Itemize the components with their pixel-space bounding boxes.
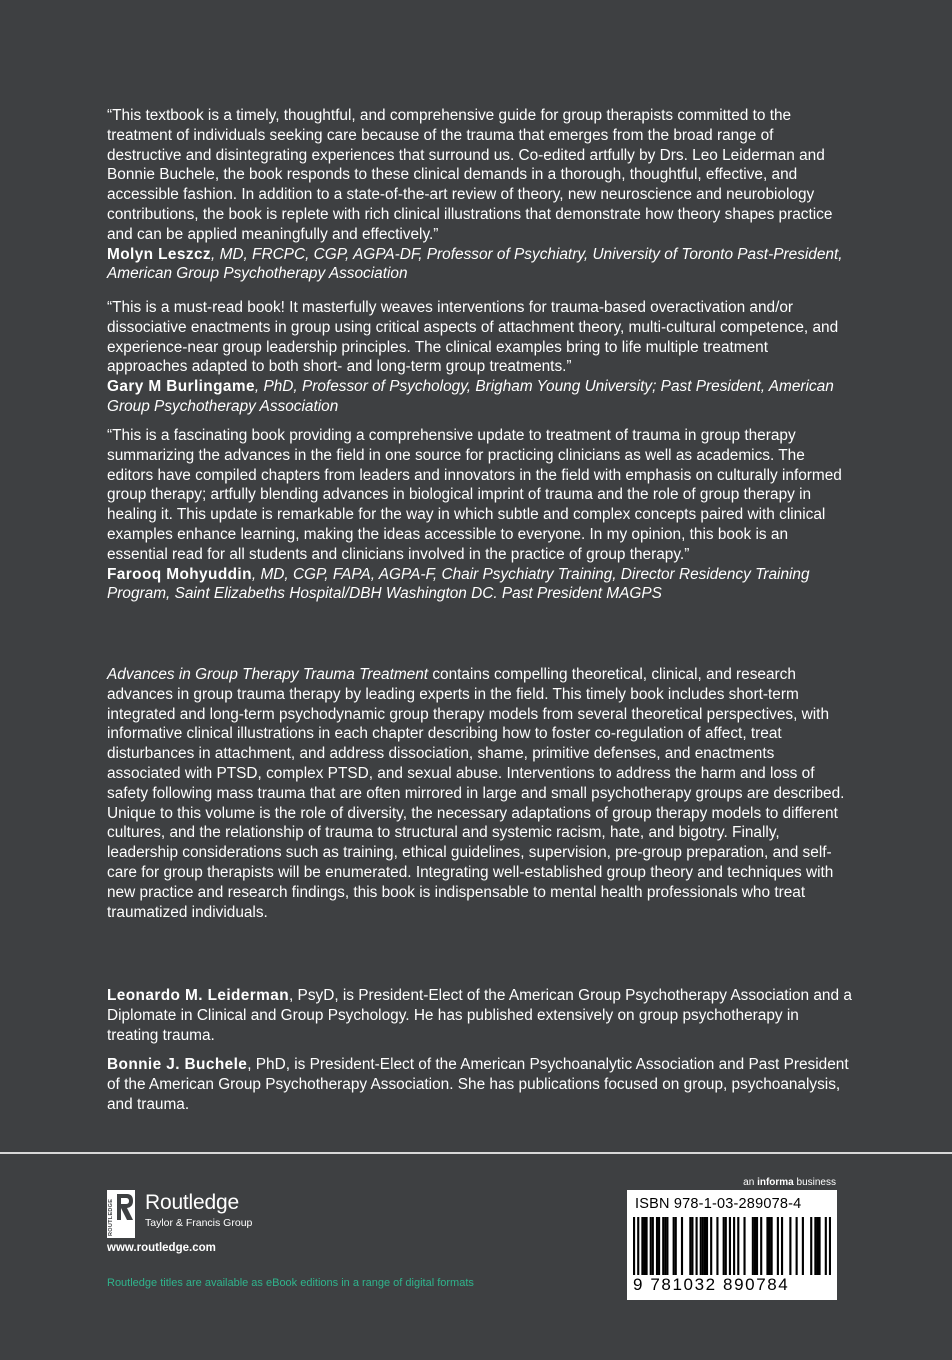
editor-name: Leonardo M. Leiderman	[107, 987, 289, 1004]
endorsement-attribution	[107, 565, 852, 605]
barcode-bar	[658, 1217, 660, 1275]
editor-name: Bonnie J. Buchele	[107, 1056, 248, 1073]
endorsement-attribution	[107, 377, 852, 417]
informa-tagline	[700, 1176, 836, 1189]
endorser-credentials: , MD, CGP, FAPA, AGPA-F, Chair Psychiatry Training, Director Residency Training Program, Saint Elizabeths Hospital/DBH Washington DC. Past President MAGPS	[107, 565, 810, 603]
endorsement-quote: “This is a fascinating book providing a comprehensive update to treatment of trauma in group therapy summarizing the advances in the field in one source for practicing clinicians as well as academics. The editors have compiled chapters from leaders and innovators in the field with emphasis on culturally informed group therapy; artfully blending advances in biological imprint of trauma and the role of group therapy in healing it. This update is remarkable for the way in which subtle and complex concepts paired with clinical examples enhance learning, making the ideas accessible to everyone. In my opinion, this book is an essential read for all students and clinicians involved in the practice of group therapy.”	[107, 427, 842, 563]
description-text: contains compelling theoretical, clinical, and research advances in group trauma therapy by leading experts in the field. This timely book includes short-term integrated and long-term psychodynamic group therapy models from several theoretical perspectives, with informative clinical illustrations in each chapter describing how to foster co-regulation of affect, treat disturbances in attachment, and address dissociation, shame, primitive defenses, and enactments associated with PTSD, complex PTSD, and sexual abuse. Interventions to address the harm and loss of safety following mass trauma that are often mirrored in large and small psychotherapy groups are described. Unique to this volume is the role of diversity, the necessary adaptations of group therapy models to different cultures, and the relationship of trauma to structural and systemic racism, hate, and bigotry. Finally, leadership considerations such as training, ethical guidelines, supervision, pre-group preparation, and self-care for group therapists will be enumerated. Integrating well-established group theory and techniques with new practice and research findings, this book is indispensable to mental health professionals who treat traumatized individuals.	[107, 666, 845, 921]
barcode-bar	[710, 1217, 712, 1275]
barcode-bar	[706, 1217, 708, 1275]
endorser-credentials: , MD, FRCPC, CGP, AGPA-DF, Professor of Psychiatry, University of Toronto Past-President, American Group Psychotherapy Association	[107, 245, 843, 283]
barcode-bar	[652, 1217, 654, 1275]
barcode-bar	[681, 1217, 683, 1275]
barcode-bar	[729, 1217, 731, 1275]
endorsement-3	[107, 426, 852, 604]
divider	[0, 1152, 952, 1154]
barcode-bar	[768, 1217, 770, 1275]
barcode-bar	[789, 1217, 791, 1275]
barcode-bar	[696, 1217, 698, 1275]
isbn-barcode	[627, 1190, 837, 1300]
barcode-bar	[796, 1217, 798, 1275]
informa-prefix: an	[743, 1177, 758, 1188]
barcode-bar	[781, 1217, 783, 1275]
barcode-bar	[633, 1217, 635, 1275]
barcode-bar	[716, 1217, 718, 1275]
barcode-bar	[656, 1217, 658, 1275]
informa-suffix: business	[793, 1177, 836, 1188]
barcode-bar	[691, 1217, 693, 1275]
barcode-bar	[637, 1217, 639, 1275]
barcode-bar	[810, 1217, 812, 1275]
ebook-note: Routledge titles are available as eBook editions in a range of digital formats	[107, 1277, 474, 1289]
barcode-bar	[662, 1217, 664, 1275]
barcode-bar	[689, 1217, 691, 1275]
barcode-bar	[777, 1217, 779, 1275]
bio-text: , PsyD, is President-Elect of the American Group Psychotherapy Association and a Diplomate in Clinical and Group Psychology. He has published extensively on group psychotherapy in treating trauma.	[107, 987, 852, 1044]
publisher-group: Taylor & Francis Group	[145, 1217, 253, 1229]
barcode-bar	[664, 1217, 666, 1275]
barcode-bar	[760, 1217, 762, 1275]
publisher-name: Routledge	[145, 1191, 239, 1214]
logo-vertical-text: ROUTLEDGE	[108, 1198, 114, 1236]
barcode-bar	[756, 1217, 758, 1275]
barcode-bar	[643, 1217, 645, 1275]
barcode-bar	[650, 1217, 652, 1275]
barcode-bar	[704, 1217, 706, 1275]
barcode-bars	[633, 1217, 831, 1275]
publisher-url[interactable]: www.routledge.com	[107, 1242, 216, 1254]
barcode-bar	[702, 1217, 704, 1275]
barcode-digits: 9 781032 890784	[633, 1275, 790, 1294]
routledge-logo-icon	[107, 1190, 135, 1238]
description-paragraph	[107, 665, 852, 922]
endorser-credentials: , PhD, Professor of Psychology, Brigham Young University; Past President, American Group Psychotherapy Association	[107, 378, 834, 415]
endorser-name: Gary M Burlingame	[107, 378, 255, 396]
barcode-bar	[829, 1217, 831, 1275]
barcode-bar	[814, 1217, 816, 1275]
endorsement-attribution	[107, 245, 852, 285]
barcode-bar	[743, 1217, 745, 1275]
informa-brand: informa	[757, 1177, 794, 1188]
barcode-bar	[666, 1217, 668, 1275]
barcode-bar	[771, 1217, 773, 1275]
endorsement-2	[107, 298, 852, 417]
barcode-bar	[737, 1217, 739, 1275]
barcode-bar	[825, 1217, 827, 1275]
barcode-bar	[641, 1217, 643, 1275]
book-title: Advances in Group Therapy Trauma Treatment	[107, 666, 429, 683]
barcode-bar	[673, 1217, 675, 1275]
editor-bio-1	[107, 986, 852, 1045]
barcode-bar	[675, 1217, 677, 1275]
isbn-label: ISBN 978-1-03-289078-4	[635, 1196, 802, 1212]
barcode-bar	[754, 1217, 756, 1275]
barcode-bar	[766, 1217, 768, 1275]
endorsement-quote: “This is a must-read book! It masterfully weaves interventions for trauma-based overactivation and/or dissociative enactments in group using critical aspects of attachment theory, multi-cultural competence, and experience-near group leadership principles. The clinical examples bring to life multiple treatment approaches adapted to both short- and long-term group treatments.”	[107, 299, 839, 376]
book-description	[107, 665, 852, 922]
barcode-bar	[733, 1217, 735, 1275]
barcode-bar	[646, 1217, 648, 1275]
barcode-bar	[802, 1217, 804, 1275]
barcode-bar	[752, 1217, 754, 1275]
barcode-bar	[700, 1217, 702, 1275]
endorsement-quote: “This textbook is a timely, thoughtful, and comprehensive guide for group therapists committed to the treatment of individuals seeking care because of the trauma that emerges from the broad range of destructive and disintegrating experiences that surround us. Co-edited artfully by Drs. Leo Leiderman and Bonnie Buchele, the book responds to these clinical demands in a thorough, thoughtful, effective, and accessible fashion. In addition to a state-of-the-art review of theory, new neuroscience and neurobiology contributions, the book is replete with rich clinical illustrations that demonstrate how theory shapes practice and can be applied meaningfully and effectively.”	[107, 107, 833, 243]
barcode-bar	[818, 1217, 820, 1275]
barcode-bar	[723, 1217, 725, 1275]
bio-paragraph	[107, 1055, 852, 1114]
barcode-bar	[816, 1217, 818, 1275]
endorsement-1	[107, 106, 852, 284]
barcode-bar	[725, 1217, 727, 1275]
bio-paragraph	[107, 986, 852, 1045]
endorser-name: Farooq Mohyuddin	[107, 565, 252, 583]
bio-text: , PhD, is President-Elect of the American Psychoanalytic Association and Past President of the American Group Psychotherapy Association. She has publications focused on group, psychoanalysis, and trauma.	[107, 1056, 849, 1113]
editor-bio-2	[107, 1055, 852, 1114]
endorser-name: Molyn Leszcz	[107, 245, 212, 263]
